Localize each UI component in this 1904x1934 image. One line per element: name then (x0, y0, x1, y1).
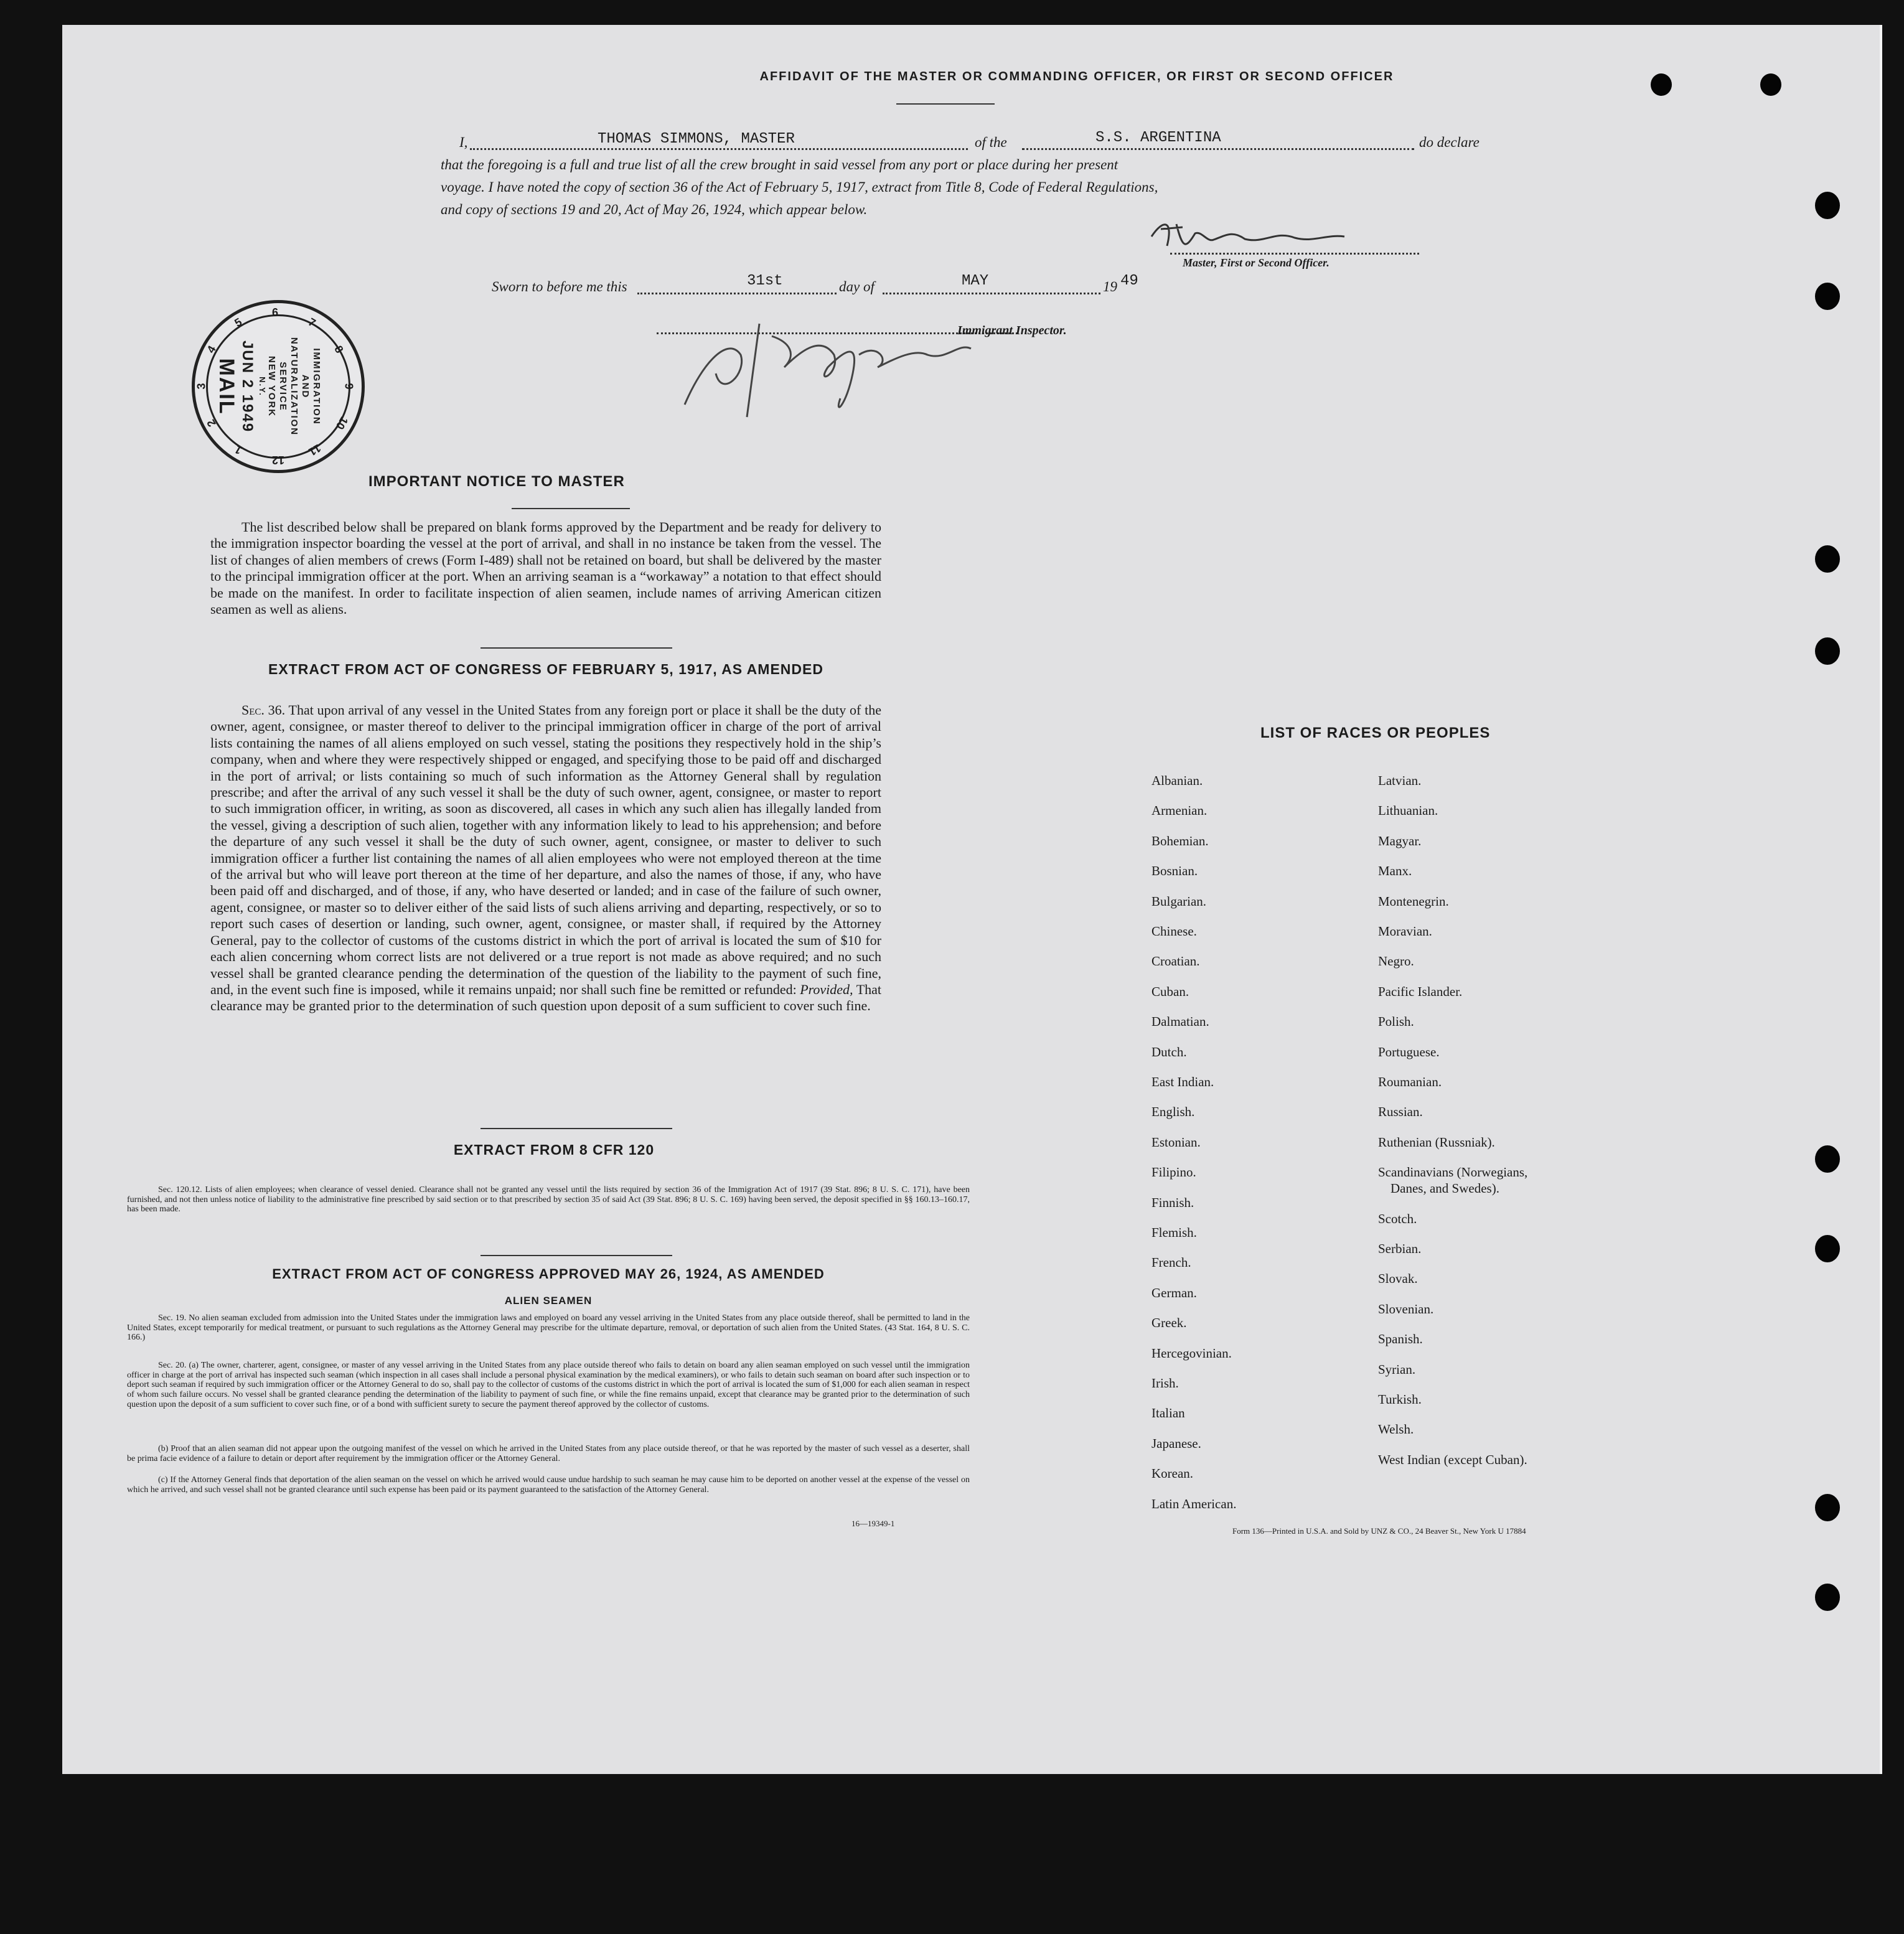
cfr-divider (481, 1255, 672, 1256)
day-of-label: day of (839, 279, 875, 294)
do-declare-label: do declare (1419, 134, 1480, 150)
affidavit-line-2: voyage. I have noted the copy of section 36 of the Act of February 5, 1917, extract from Title 8, Code of Federal Regulations, (441, 179, 1158, 195)
inspector-caption: Immigrant Inspector. (957, 324, 1067, 337)
race-item: Negro. (1378, 954, 1414, 969)
sec-36-provided: Provided, (800, 981, 853, 997)
of-the-label: of the (975, 134, 1007, 150)
race-item: Polish. (1378, 1014, 1414, 1030)
stamp-number: 5 (232, 315, 245, 330)
race-item: West Indian (except Cuban). (1378, 1452, 1527, 1467)
stamp-date: JUN 2 1949 (239, 340, 256, 433)
stamp-line-4: SERVICE (278, 362, 288, 411)
stamp-number: 6 (272, 306, 279, 319)
affidavit-line-1: that the foregoing is a full and true list of all the crew brought in said vessel from any port or place during her present (441, 157, 1118, 172)
race-item: Filipino. (1151, 1165, 1196, 1180)
stamp-line-3: NATURALIZATION (289, 337, 299, 436)
extract-1917-divider (481, 1128, 672, 1129)
stamp-number: 12 (272, 454, 285, 466)
affidavit-i-label: I, (459, 134, 468, 150)
race-item: Japanese. (1151, 1435, 1201, 1451)
sec-20c-text: (c) If the Attorney General finds that deportation of the alien seaman on the vessel on which he arrived would cause undue hardship to such seaman he may cause him to be deported on another vessel at the expense of the vessel on which he arrived, and such vessel shall not be granted clearance until such expense has been paid or its payment guaranteed to the satisfaction of the Attorney General. (127, 1475, 970, 1495)
stamp-line-2: AND (300, 374, 311, 399)
race-item: Danes, and Swedes). (1390, 1181, 1499, 1196)
race-item: Manx. (1378, 863, 1412, 879)
stamp-number: 7 (306, 315, 318, 330)
race-item: French. (1151, 1255, 1191, 1270)
stamp-number: 9 (342, 383, 355, 390)
stamp-number: 2 (204, 417, 218, 430)
vessel-name-field: S.S. ARGENTINA (1095, 129, 1221, 146)
race-item: Roumanian. (1378, 1074, 1442, 1089)
races-title: LIST OF RACES OR PEOPLES (1260, 725, 1491, 741)
notice-text: The list described below shall be prepared on blank forms approved by the Department and be ready for delivery to the immigration inspector boarding the vessel at the port of arrival, and shall in no instance be taken from the vessel. The list of changes of alien members of crews (Form I-489) shall not be retained on board, but shall be delivered by the master to the principal immigration officer at the port. When an arriving seaman is a “workaway” a notation to that effect should be made on the manifest. In order to facilitate inspection of alien seamen, include names of arriving American citizen seamen as well as aliens. (210, 519, 881, 617)
master-name-field: THOMAS SIMMONS, MASTER (598, 131, 795, 148)
vessel-name-line (1022, 148, 1414, 150)
sec-36-label: Sec. 36. (242, 702, 286, 718)
race-item: Greek. (1151, 1315, 1187, 1331)
sec-36-body: That upon arrival of any vessel in the United States from any foreign port or place it shall be the duty of the owner, agent, consignee, or master thereof to deliver to the principal immigration officer in charge of the port of arrival lists containing the names of all aliens employed on such vessel, stating the positions they respectively hold in the ship’s company, when and where they were respectively shipped or engaged, and specifying those to be paid off and discharged in the port of arrival; or lists containing so much of such information as the Attorney General shall by regulation prescribe; and after the arrival of any such vessel it shall be the duty of such owner, agent, consignee, or master to report to such immigration officer, in writing, as soon as discovered, all cases in which any such alien has illegally landed from the vessel, giving a description of such alien, together with any information likely to lead to his apprehension; and before the departure of any such vessel it shall be the duty of such owner, agent, consignee, or master to deliver to such immigration officer a further list containing the names of all alien employees who were not employed thereon at the time of the arrival but who will leave port thereon at the time of her departure, and also the names of those, if any, who have been paid off and discharged, and of those, if any, who have deserted or landed; and in case of the failure of such owner, agent, consignee, or master so to deliver either of the said lists of such aliens arriving and departing, respectively, or so to report such cases of desertion or landing, such owner, agent, consignee, or master shall, if required by the Attorney General, pay to the collector of customs of the customs district in which the port of arrival is located the sum of $10 for each alien concerning whom correct lists are not delivered or a true report is not made as above required; and no such vessel shall be granted clearance pending the determination of the question of the liability to the payment of such fine, and, in the event such fine is imposed, while it remains unpaid; nor shall such fine be remitted or refunded: (210, 702, 881, 997)
race-item: Armenian. (1151, 803, 1208, 819)
race-item: Ruthenian (Russniak). (1378, 1134, 1495, 1150)
year-prefix: 19 (1103, 279, 1117, 294)
sec-19-text: Sec. 19. No alien seaman excluded from admission into the United States under the immigration laws and employed on board any vessel arriving in the United States from any place outside thereof, shall be permitted to land in the United States, except temporarily for medical treatment, or pursuant to such regulations as the Attorney General may prescribe for the ultimate departure, removal, or deportation of such alien from the United States. (43 Stat. 164, 8 U. S. C. 166.) (127, 1313, 970, 1343)
race-item: Lithuanian. (1378, 803, 1438, 819)
stamp-number: 3 (195, 383, 208, 390)
stamp-number: 10 (333, 415, 351, 432)
race-item: Turkish. (1378, 1392, 1422, 1407)
race-item: Dalmatian. (1151, 1014, 1209, 1030)
sworn-label: Sworn to before me this (492, 279, 627, 294)
race-item: Albanian. (1151, 773, 1203, 788)
sec-36-end: That clearance may be granted prior to the determination of such question upon deposit of a sum sufficient to cover such fine. (210, 981, 882, 1014)
notice-divider (481, 647, 672, 649)
inspector-signature (647, 299, 1021, 436)
affidavit-line-3: and copy of sections 19 and 20, Act of May 26, 1924, which appear below. (441, 202, 868, 217)
master-caption: Master, First or Second Officer. (1183, 256, 1330, 269)
extract-1917-title: EXTRACT FROM ACT OF CONGRESS OF FEBRUARY 5, 1917, AS AMENDED (268, 661, 823, 677)
document-page (62, 25, 1882, 1774)
race-item: Slovak. (1378, 1271, 1418, 1287)
race-item: Hercegovinian. (1151, 1345, 1232, 1361)
race-item: Latin American. (1151, 1496, 1237, 1511)
race-item: Croatian. (1151, 954, 1200, 969)
mail-stamp (192, 300, 365, 473)
binder-hole (1815, 545, 1840, 573)
stamp-number: 8 (332, 343, 346, 355)
affidavit-title: AFFIDAVIT OF THE MASTER OR COMMANDING OFFICER, OR FIRST OR SECOND OFFICER (759, 70, 1394, 83)
race-item: Korean. (1151, 1466, 1194, 1481)
race-item: Syrian. (1378, 1361, 1416, 1377)
race-item: Bohemian. (1151, 833, 1209, 848)
sec-20b-text: (b) Proof that an alien seaman did not appear upon the outgoing manifest of the vessel on which he arrived in the United States from any place outside thereof, or that he was reported by the master of such vessel as a deserter, shall be prima facie evidence of a failure to detain or deport after requirement by the immigration officer or the Attorney General. (127, 1444, 970, 1463)
race-item: Cuban. (1151, 983, 1189, 999)
binder-hole (1815, 1584, 1840, 1611)
race-item: Chinese. (1151, 924, 1197, 939)
race-item: Russian. (1378, 1104, 1423, 1120)
extract-1924-subtitle: ALIEN SEAMEN (504, 1295, 593, 1307)
binder-hole (1815, 1145, 1840, 1173)
stamp-number: 1 (232, 443, 245, 458)
stamp-mail: MAIL (215, 358, 238, 415)
sworn-month-line (883, 293, 1100, 294)
race-item: Pacific Islander. (1378, 983, 1463, 999)
binder-hole (1815, 1235, 1840, 1262)
race-item: Italian (1151, 1406, 1185, 1421)
cfr-text: Sec. 120.12. Lists of alien employees; when clearance of vessel denied. Clearance shall not be granted any vessel until the lists required by section 36 of the Immigration Act of 1917 (39 Stat. 896; 8 U. S. C. 171), have been furnished, and not then unless notice of liability to the administrative fine prescribed by said section or to that prescribed by section 35 of said Act (39 Stat. 896; 8 U. S. C. 169) having been served, the deposit specified in §§ 160.13–160.17, has been made. (127, 1185, 970, 1214)
sworn-day-field: 31st (747, 273, 783, 289)
extract-1924-title: EXTRACT FROM ACT OF CONGRESS APPROVED MAY 26, 1924, AS AMENDED (272, 1266, 825, 1282)
stamp-number: 11 (306, 441, 324, 459)
sworn-day-line (637, 293, 837, 294)
year-suffix-field: 49 (1120, 273, 1138, 289)
binder-hole (1815, 1494, 1840, 1521)
notice-title: IMPORTANT NOTICE TO MASTER (368, 473, 625, 490)
race-item: Welsh. (1378, 1422, 1414, 1437)
extract-1917-text (210, 702, 881, 1015)
form-footer: Form 136—Printed in U.S.A. and Sold by UNZ & CO., 24 Beaver St., New York U 17884 (1232, 1526, 1526, 1536)
race-item: Flemish. (1151, 1225, 1197, 1240)
stamp-line-6: N.Y. (258, 377, 267, 397)
race-item: Portuguese. (1378, 1044, 1440, 1059)
sec-20a-text: Sec. 20. (a) The owner, charterer, agent, consignee, or master of any vessel arriving in the United States from any place outside thereof who fails to detain on board any alien seaman employed on such vessel until the immigration officer in charge at the port of arrival has inspected such seaman (which inspection in all cases shall include a personal physical examination by the medical examiners), or who fails to detain such seaman on board after such inspection or to deport such seaman if required by such immigration officer or the Attorney General to do so, shall pay to the collector of customs of the customs district in which the port of arrival is located the sum of $1,000 for each alien seaman in respect of whom such failure occurs. No vessel shall be granted clearance pending the determination of the liability to payment of such fine, or while the fine remains unpaid, except that clearance may be granted prior to the determination of such question upon the deposit of a sum sufficient to cover such fine, or of a bond with sufficient surety to secure the payment thereof approved by the collector of customs. (127, 1361, 970, 1409)
race-item: Bosnian. (1151, 863, 1198, 879)
stamp-number: 4 (204, 343, 218, 355)
sworn-month-field: MAY (962, 273, 989, 289)
title-underline (896, 103, 995, 105)
race-item: East Indian. (1151, 1074, 1214, 1089)
race-item: Scotch. (1378, 1211, 1417, 1226)
master-name-line (470, 148, 968, 150)
race-item: Slovenian. (1378, 1301, 1434, 1317)
race-item: English. (1151, 1104, 1195, 1120)
race-item: Dutch. (1151, 1044, 1187, 1059)
race-item: German. (1151, 1285, 1197, 1300)
race-item: Spanish. (1378, 1331, 1423, 1347)
race-item: Magyar. (1378, 833, 1422, 848)
cfr-title: EXTRACT FROM 8 CFR 120 (453, 1142, 655, 1158)
binder-hole (1651, 73, 1672, 96)
master-signature-line (1170, 253, 1419, 255)
race-item: Irish. (1151, 1376, 1179, 1391)
race-item: Bulgarian. (1151, 893, 1207, 909)
form-code: 16—19349-1 (851, 1519, 895, 1528)
race-item: Latvian. (1378, 773, 1422, 788)
race-item: Estonian. (1151, 1134, 1201, 1150)
race-item: Montenegrin. (1378, 893, 1449, 909)
race-item: Serbian. (1378, 1241, 1422, 1256)
binder-hole (1815, 637, 1840, 665)
binder-hole (1815, 192, 1840, 219)
race-item: Finnish. (1151, 1195, 1194, 1210)
race-item: Scandinavians (Norwegians, (1378, 1165, 1528, 1180)
race-item: Moravian. (1378, 924, 1432, 939)
stamp-line-5: NEW YORK (266, 355, 277, 418)
binder-hole (1760, 73, 1781, 96)
stamp-line-1: IMMIGRATION (311, 348, 322, 425)
binder-hole (1815, 283, 1840, 310)
notice-underline (512, 508, 630, 509)
